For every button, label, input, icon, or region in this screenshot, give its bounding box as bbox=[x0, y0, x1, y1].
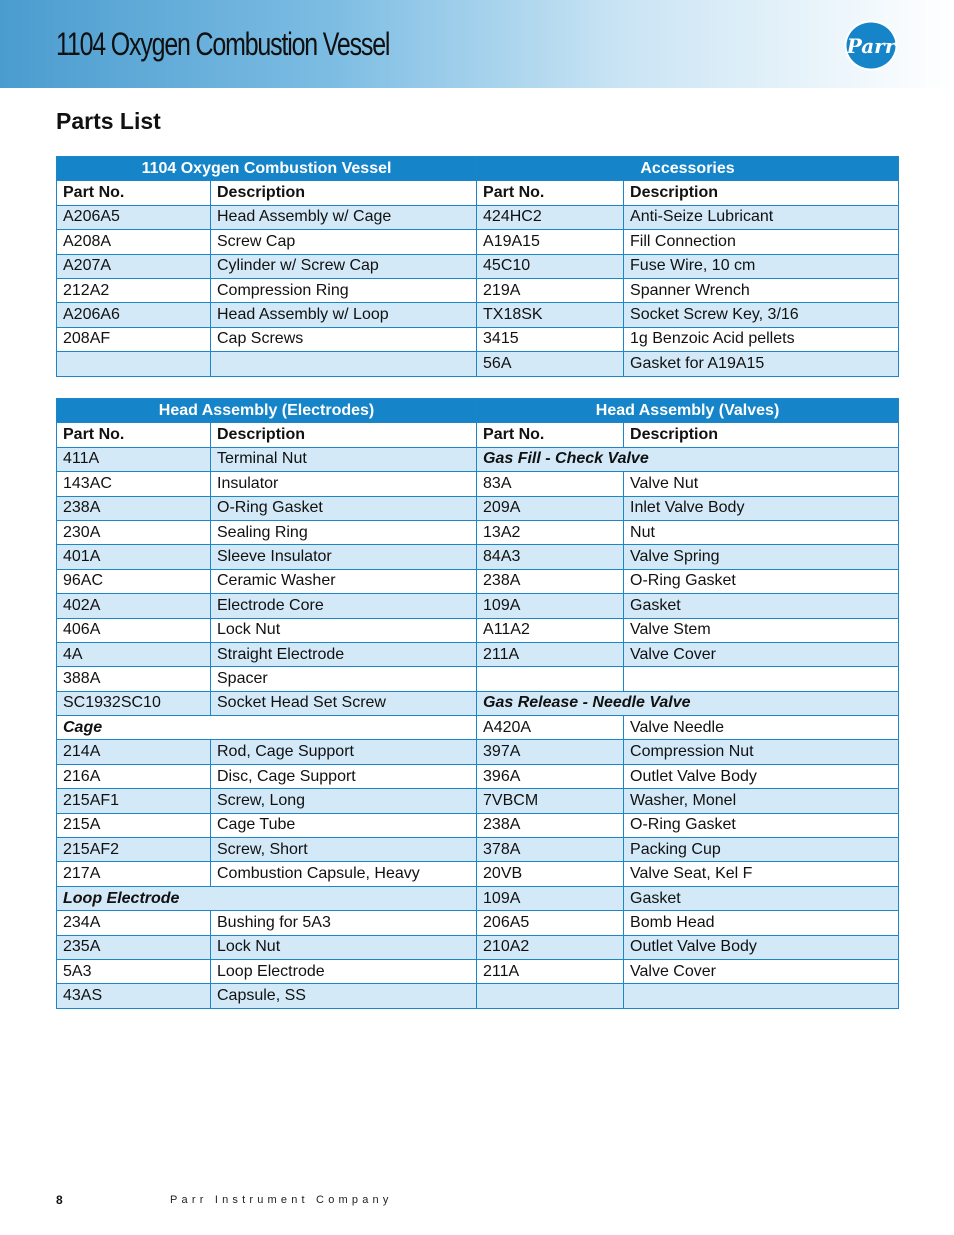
table-row bbox=[57, 862, 899, 886]
description-cell: Loop Electrode bbox=[211, 959, 477, 983]
description-cell bbox=[211, 352, 477, 376]
part-number-cell: 7VBCM bbox=[477, 789, 624, 813]
description-header: Description bbox=[624, 181, 899, 205]
part-number-cell: 406A bbox=[57, 618, 211, 642]
description-cell: Electrode Core bbox=[211, 594, 477, 618]
logo-text: Parr bbox=[846, 34, 896, 58]
part-number-cell: 230A bbox=[57, 520, 211, 544]
part-number-cell: A11A2 bbox=[477, 618, 624, 642]
description-cell: Valve Cover bbox=[624, 642, 899, 666]
part-number-cell: 206A5 bbox=[477, 911, 624, 935]
description-cell: Head Assembly w/ Loop bbox=[211, 303, 477, 327]
part-number-cell: 219A bbox=[477, 278, 624, 302]
table-row bbox=[57, 205, 899, 229]
description-cell: Fill Connection bbox=[624, 230, 899, 254]
part-number-cell: 211A bbox=[477, 959, 624, 983]
part-number-cell: 143AC bbox=[57, 472, 211, 496]
part-number-cell: 210A2 bbox=[477, 935, 624, 959]
description-cell: Screw Cap bbox=[211, 230, 477, 254]
part-number-cell bbox=[477, 984, 624, 1008]
description-cell: Screw, Short bbox=[211, 838, 477, 862]
part-no-header: Part No. bbox=[477, 181, 624, 205]
description-cell: Socket Head Set Screw bbox=[211, 691, 477, 715]
part-number-cell: 5A3 bbox=[57, 959, 211, 983]
part-number-cell: 215AF1 bbox=[57, 789, 211, 813]
description-cell: Head Assembly w/ Cage bbox=[211, 205, 477, 229]
part-number-cell: 20VB bbox=[477, 862, 624, 886]
description-cell: O-Ring Gasket bbox=[624, 569, 899, 593]
part-number-cell: 96AC bbox=[57, 569, 211, 593]
table-row bbox=[57, 496, 899, 520]
section-title: Parts List bbox=[56, 108, 161, 134]
table-row bbox=[57, 959, 899, 983]
part-number-cell: 3415 bbox=[477, 327, 624, 351]
part-number-cell: 109A bbox=[477, 886, 624, 910]
description-cell: Valve Stem bbox=[624, 618, 899, 642]
table-row bbox=[57, 520, 899, 544]
part-number-cell: 378A bbox=[477, 838, 624, 862]
table-row bbox=[57, 691, 899, 715]
description-cell: Lock Nut bbox=[211, 935, 477, 959]
part-number-cell: A420A bbox=[477, 716, 624, 740]
part-number-cell: 212A2 bbox=[57, 278, 211, 302]
description-cell: Outlet Valve Body bbox=[624, 764, 899, 788]
part-number-cell: 397A bbox=[477, 740, 624, 764]
description-cell: Valve Seat, Kel F bbox=[624, 862, 899, 886]
description-cell: Compression Nut bbox=[624, 740, 899, 764]
description-cell: Sealing Ring bbox=[211, 520, 477, 544]
right-section-title: Accessories bbox=[477, 157, 899, 181]
part-number-cell: 56A bbox=[477, 352, 624, 376]
parr-logo-icon bbox=[843, 19, 899, 72]
description-cell bbox=[624, 667, 899, 691]
part-number-cell: 215A bbox=[57, 813, 211, 837]
part-number-cell: 13A2 bbox=[477, 520, 624, 544]
table-row bbox=[57, 618, 899, 642]
accessories-parts-table bbox=[56, 156, 899, 377]
description-cell: Screw, Long bbox=[211, 789, 477, 813]
table-row bbox=[57, 789, 899, 813]
table-row bbox=[57, 472, 899, 496]
description-cell: Ceramic Washer bbox=[211, 569, 477, 593]
description-cell: Terminal Nut bbox=[211, 447, 477, 471]
description-cell: Outlet Valve Body bbox=[624, 935, 899, 959]
description-cell: Sleeve Insulator bbox=[211, 545, 477, 569]
description-cell: Cage Tube bbox=[211, 813, 477, 837]
part-number-cell: A207A bbox=[57, 254, 211, 278]
part-number-cell: 215AF2 bbox=[57, 838, 211, 862]
description-cell: Combustion Capsule, Heavy bbox=[211, 862, 477, 886]
description-cell: Socket Screw Key, 3/16 bbox=[624, 303, 899, 327]
part-number-cell: 211A bbox=[477, 642, 624, 666]
subsection-label: Cage bbox=[57, 716, 477, 740]
part-number-cell: 84A3 bbox=[477, 545, 624, 569]
description-header: Description bbox=[211, 181, 477, 205]
subsection-label: Loop Electrode bbox=[57, 886, 477, 910]
part-number-cell: 83A bbox=[477, 472, 624, 496]
part-number-cell: 4A bbox=[57, 642, 211, 666]
page-number: 8 bbox=[56, 1193, 63, 1207]
description-cell: Disc, Cage Support bbox=[211, 764, 477, 788]
subsection-label: Gas Release - Needle Valve bbox=[477, 691, 899, 715]
description-cell: Inlet Valve Body bbox=[624, 496, 899, 520]
description-cell: Valve Needle bbox=[624, 716, 899, 740]
table-row bbox=[57, 935, 899, 959]
table-row bbox=[57, 278, 899, 302]
part-number-cell: A206A6 bbox=[57, 303, 211, 327]
description-cell: Compression Ring bbox=[211, 278, 477, 302]
description-cell: O-Ring Gasket bbox=[211, 496, 477, 520]
description-cell: Valve Nut bbox=[624, 472, 899, 496]
description-cell: O-Ring Gasket bbox=[624, 813, 899, 837]
description-cell: Gasket bbox=[624, 886, 899, 910]
part-no-header: Part No. bbox=[477, 423, 624, 447]
part-number-cell: 45C10 bbox=[477, 254, 624, 278]
company-name: Parr Instrument Company bbox=[170, 1194, 393, 1206]
right-section-title: Head Assembly (Valves) bbox=[477, 399, 899, 423]
description-cell: Valve Spring bbox=[624, 545, 899, 569]
table-row bbox=[57, 569, 899, 593]
part-number-cell: 209A bbox=[477, 496, 624, 520]
part-number-cell: 43AS bbox=[57, 984, 211, 1008]
description-cell bbox=[624, 984, 899, 1008]
part-number-cell bbox=[57, 352, 211, 376]
description-header: Description bbox=[624, 423, 899, 447]
part-number-cell: 217A bbox=[57, 862, 211, 886]
head-assembly-parts-table bbox=[56, 398, 899, 1009]
part-number-cell: 214A bbox=[57, 740, 211, 764]
table-row bbox=[57, 545, 899, 569]
table-row bbox=[57, 352, 899, 376]
part-number-cell: 216A bbox=[57, 764, 211, 788]
part-number-cell: 424HC2 bbox=[477, 205, 624, 229]
table-row bbox=[57, 886, 899, 910]
table-row bbox=[57, 230, 899, 254]
description-cell: Cylinder w/ Screw Cap bbox=[211, 254, 477, 278]
part-number-cell: TX18SK bbox=[477, 303, 624, 327]
description-cell: Gasket bbox=[624, 594, 899, 618]
description-cell: Washer, Monel bbox=[624, 789, 899, 813]
table-header-row bbox=[57, 157, 899, 181]
table-row bbox=[57, 764, 899, 788]
part-number-cell: 401A bbox=[57, 545, 211, 569]
table-row bbox=[57, 984, 899, 1008]
description-cell: Bomb Head bbox=[624, 911, 899, 935]
part-number-cell: 238A bbox=[57, 496, 211, 520]
description-cell: Straight Electrode bbox=[211, 642, 477, 666]
table-row bbox=[57, 327, 899, 351]
part-number-cell: 402A bbox=[57, 594, 211, 618]
description-cell: Valve Cover bbox=[624, 959, 899, 983]
part-number-cell: 235A bbox=[57, 935, 211, 959]
table-row bbox=[57, 716, 899, 740]
part-number-cell: SC1932SC10 bbox=[57, 691, 211, 715]
description-cell: Bushing for 5A3 bbox=[211, 911, 477, 935]
part-number-cell: A206A5 bbox=[57, 205, 211, 229]
table-row bbox=[57, 911, 899, 935]
description-cell: Spacer bbox=[211, 667, 477, 691]
description-cell: Gasket for A19A15 bbox=[624, 352, 899, 376]
left-section-title: 1104 Oxygen Combustion Vessel bbox=[57, 157, 477, 181]
description-cell: Cap Screws bbox=[211, 327, 477, 351]
part-number-cell bbox=[477, 667, 624, 691]
subsection-label: Gas Fill - Check Valve bbox=[477, 447, 899, 471]
description-cell: Rod, Cage Support bbox=[211, 740, 477, 764]
part-number-cell: 388A bbox=[57, 667, 211, 691]
description-cell: Nut bbox=[624, 520, 899, 544]
part-number-cell: 234A bbox=[57, 911, 211, 935]
description-cell: Spanner Wrench bbox=[624, 278, 899, 302]
description-cell: Packing Cup bbox=[624, 838, 899, 862]
table-row bbox=[57, 642, 899, 666]
table-row bbox=[57, 740, 899, 764]
description-cell: Insulator bbox=[211, 472, 477, 496]
description-header: Description bbox=[211, 423, 477, 447]
document-title: 1104 Oxygen Combustion Vessel bbox=[56, 26, 390, 62]
table-row bbox=[57, 838, 899, 862]
column-header-row bbox=[57, 181, 899, 205]
table-header-row bbox=[57, 399, 899, 423]
part-number-cell: A19A15 bbox=[477, 230, 624, 254]
part-number-cell: 411A bbox=[57, 447, 211, 471]
description-cell: 1g Benzoic Acid pellets bbox=[624, 327, 899, 351]
table-row bbox=[57, 594, 899, 618]
part-no-header: Part No. bbox=[57, 423, 211, 447]
part-number-cell: 238A bbox=[477, 569, 624, 593]
description-cell: Fuse Wire, 10 cm bbox=[624, 254, 899, 278]
table-row bbox=[57, 813, 899, 837]
part-number-cell: A208A bbox=[57, 230, 211, 254]
part-number-cell: 109A bbox=[477, 594, 624, 618]
table-row bbox=[57, 447, 899, 471]
table-row bbox=[57, 254, 899, 278]
part-number-cell: 238A bbox=[477, 813, 624, 837]
part-no-header: Part No. bbox=[57, 181, 211, 205]
description-cell: Anti-Seize Lubricant bbox=[624, 205, 899, 229]
column-header-row bbox=[57, 423, 899, 447]
part-number-cell: 396A bbox=[477, 764, 624, 788]
left-section-title: Head Assembly (Electrodes) bbox=[57, 399, 477, 423]
table-row bbox=[57, 303, 899, 327]
table-row bbox=[57, 667, 899, 691]
description-cell: Lock Nut bbox=[211, 618, 477, 642]
description-cell: Capsule, SS bbox=[211, 984, 477, 1008]
part-number-cell: 208AF bbox=[57, 327, 211, 351]
